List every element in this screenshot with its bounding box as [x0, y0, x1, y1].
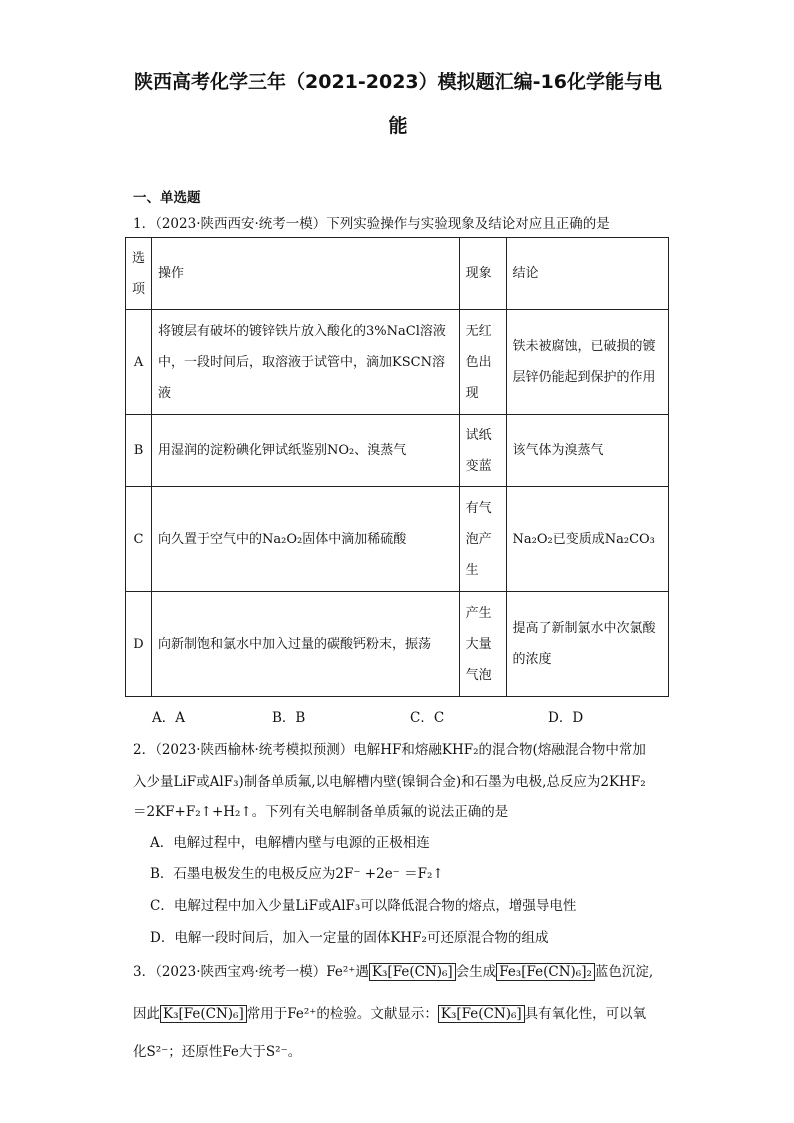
q3-text: 因此 [133, 1006, 160, 1022]
q3-line-3: 化S²⁻；还原性Fe大于S²⁻。 [133, 1044, 302, 1060]
q1-table [125, 237, 669, 697]
row-operation: 向新制饱和氯水中加入过量的碳酸钙粉末，振荡 [152, 592, 460, 697]
header-operation: 操作 [152, 238, 460, 310]
header-phenomenon: 现象 [459, 238, 506, 310]
row-phenomenon: 无红色出现 [459, 310, 506, 415]
table-header-row [126, 238, 669, 310]
table-row [126, 415, 669, 487]
q3-line-2 [133, 1002, 646, 1023]
row-key: A [126, 310, 152, 415]
row-phenomenon: 试纸变蓝 [459, 415, 506, 487]
section-heading: 一、单选题 [133, 190, 201, 206]
table-row [126, 310, 669, 415]
header-option: 选项 [126, 238, 152, 310]
formula-prussian-blue: Fe₃[Fe(CN)₆]₂ [496, 963, 595, 981]
header-conclusion: 结论 [506, 238, 668, 310]
option-b: B．B [272, 710, 306, 726]
q2-line-3: ＝2KF+F₂↑+H₂↑。下列有关电解制备单质氟的说法正确的是 [133, 804, 509, 820]
formula-potassium-ferricyanide: K₃[Fe(CN)₆] [369, 963, 456, 981]
q2-option-a: A．电解过程中，电解槽内壁与电源的正极相连 [150, 835, 430, 851]
table-row [126, 487, 669, 592]
row-phenomenon: 有气泡产生 [459, 487, 506, 592]
row-conclusion: 该气体为溴蒸气 [506, 415, 668, 487]
q3-text: 3．（2023·陕西宝鸡·统考一模）Fe²⁺遇 [133, 964, 369, 980]
row-operation: 用湿润的淀粉碘化钾试纸鉴别NO₂、溴蒸气 [152, 415, 460, 487]
option-c: C．C [410, 710, 445, 726]
q2-line-2: 入少量LiF或AlF₃)制备单质氟,以电解槽内壁(镍铜合金)和石墨为电极,总反应为2KHF₂ [133, 774, 646, 790]
q3-text: 会生成 [455, 964, 497, 980]
title-line-1: 陕西高考化学三年（2021-2023）模拟题汇编-16化学能与电 [134, 71, 662, 93]
formula-potassium-ferricyanide: K₃[Fe(CN)₆] [160, 1005, 247, 1023]
row-key: C [126, 487, 152, 592]
formula-potassium-ferricyanide: K₃[Fe(CN)₆] [438, 1005, 525, 1023]
q2-option-c: C．电解过程中加入少量LiF或AlF₃可以降低混合物的熔点，增强导电性 [150, 898, 577, 914]
page-title [128, 60, 668, 148]
option-a: A．A [152, 710, 185, 726]
row-key: D [126, 592, 152, 697]
title-line-2: 能 [388, 115, 408, 137]
row-conclusion: Na₂O₂已变质成Na₂CO₃ [506, 487, 668, 592]
q1-stem: 1．（2023·陕西西安·统考一模）下列实验操作与实验现象及结论对应且正确的是 [133, 216, 610, 232]
q3-text: 蓝色沉淀, [594, 964, 654, 980]
row-operation: 向久置于空气中的Na₂O₂固体中滴加稀硫酸 [152, 487, 460, 592]
row-conclusion: 铁未被腐蚀，已破损的镀层锌仍能起到保护的作用 [506, 310, 668, 415]
row-key: B [126, 415, 152, 487]
row-phenomenon: 产生大量气泡 [459, 592, 506, 697]
table-row [126, 592, 669, 697]
q3-text: 具有氧化性，可以氧 [524, 1006, 647, 1022]
option-d: D．D [548, 710, 584, 726]
q2-option-d: D．电解一段时间后，加入一定量的固体KHF₂可还原混合物的组成 [150, 930, 549, 946]
row-conclusion: 提高了新制氯水中次氯酸的浓度 [506, 592, 668, 697]
q3-text: 常用于Fe²⁺的检验。文献显示： [246, 1006, 438, 1022]
q3-line-1 [133, 960, 653, 981]
row-operation: 将镀层有破坏的镀锌铁片放入酸化的3%NaCl溶液中，一段时间后，取溶液于试管中，滴加KSCN溶液 [152, 310, 460, 415]
q2-line-1: 2．（2023·陕西榆林·统考模拟预测）电解HF和熔融KHF₂的混合物(熔融混合物中常加 [133, 742, 646, 758]
q2-option-b: B．石墨电极发生的电极反应为2F⁻ +2e⁻ ＝F₂↑ [150, 866, 444, 882]
